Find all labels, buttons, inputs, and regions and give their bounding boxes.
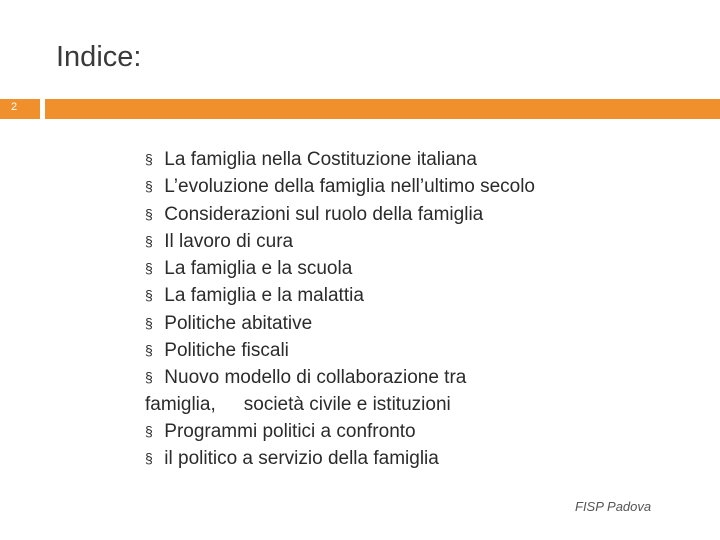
list-item: [145, 201, 665, 228]
list-item-continuation: [145, 394, 451, 415]
list-item: [145, 310, 665, 337]
list-item-continuation-a: famiglia,: [145, 393, 216, 415]
list-item-text: La famiglia e la scuola: [164, 258, 353, 280]
bullet-icon: §: [145, 450, 153, 467]
bullet-icon: §: [145, 369, 153, 386]
list-item: [145, 228, 665, 255]
bullet-icon: §: [145, 287, 153, 304]
bullet-icon: §: [145, 314, 153, 331]
list-item: [145, 445, 665, 472]
slide-title: Indice:: [56, 41, 142, 73]
bullet-icon: §: [145, 151, 153, 167]
list-item-text: L’evoluzione della famiglia nell’ultimo secolo: [164, 176, 535, 198]
list-item: [145, 255, 665, 282]
list-item: [145, 173, 665, 200]
bullet-icon: §: [145, 342, 153, 359]
list-item-text: Nuovo modello di collaborazione tra: [164, 367, 467, 389]
bullet-list: [145, 146, 665, 473]
list-item-text: La famiglia nella Costituzione italiana: [164, 149, 477, 170]
slide-number-badge: [0, 99, 40, 119]
list-item-text: Programmi politici a confronto: [164, 420, 416, 442]
list-item: [145, 337, 665, 364]
list-item-continuation-b: società civile e istituzioni: [243, 393, 451, 415]
bullet-icon: §: [145, 205, 153, 222]
bullet-icon: §: [145, 232, 153, 249]
list-item: [145, 418, 665, 445]
list-item-text: Il lavoro di cura: [164, 230, 294, 252]
list-item-text: il politico a servizio della famiglia: [164, 448, 439, 470]
list-item: [145, 146, 665, 173]
list-item-text: Politiche abitative: [164, 312, 313, 334]
bullet-icon: §: [145, 422, 153, 439]
list-item: [145, 364, 665, 418]
bullet-icon: §: [145, 260, 153, 277]
bullet-icon: §: [145, 178, 153, 195]
list-item: [145, 282, 665, 309]
slide-number: 2: [11, 101, 18, 113]
list-item-text: Politiche fiscali: [164, 340, 289, 362]
list-item-text: La famiglia e la malattia: [164, 285, 364, 307]
footer-text: FISP Padova: [575, 499, 652, 514]
list-item-text: Considerazioni sul ruolo della famiglia: [164, 203, 484, 225]
accent-bar: [45, 99, 720, 119]
